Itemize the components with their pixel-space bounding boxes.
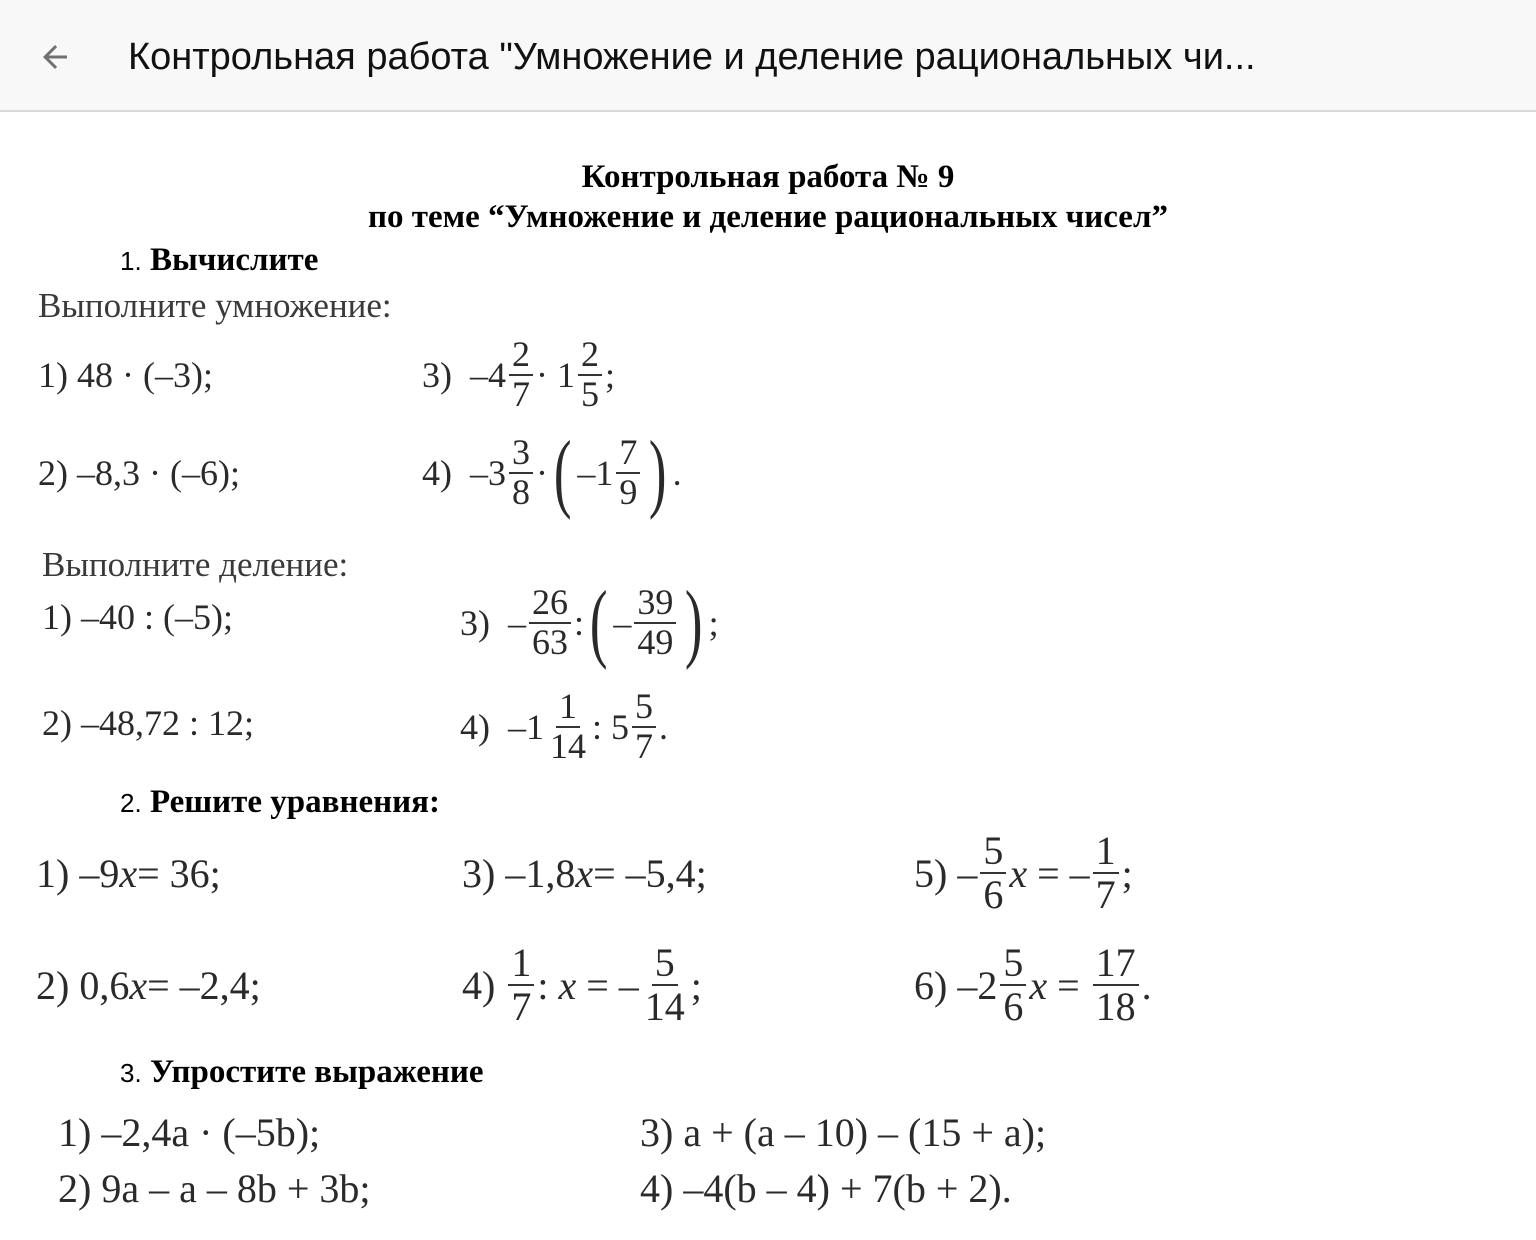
- fraction: $\frac{26}{63}$: [529, 584, 571, 662]
- fraction: $\frac{2}{7}$: [509, 336, 533, 414]
- doc-title-line2: по теме “Умножение и деление рациональных чисел”: [368, 199, 1168, 235]
- div-item-3: 3) – $\frac{26}{63}$ : ( – $\frac{39}{49}$ ) ;: [460, 574, 719, 671]
- mult-item-4: 4) –3 $\frac{3}{8}$ · ( –1 $\frac{7}{9}$ ) .: [422, 424, 682, 521]
- fraction: $\frac{5}{7}$: [632, 688, 656, 766]
- app-title: Контрольная работа "Умножение и деление рациональных чи...: [128, 36, 1256, 78]
- eq-item-5: 5) – $\frac{5}{6}$ x = – $\frac{1}{7}$ ;: [914, 828, 1133, 917]
- fraction: $\frac{5}{6}$: [1000, 942, 1026, 1028]
- fraction: $\frac{5}{14}$: [644, 940, 685, 1029]
- section-number: 2.: [120, 788, 142, 818]
- arrow-left-icon: [37, 39, 73, 75]
- section-title: Упростите выражение: [149, 1054, 484, 1090]
- eq-item-6: 6) –2 $\frac{5}{6}$ x = $\frac{17}{18}$ .: [914, 940, 1152, 1029]
- simplify-item-4: 4) –4(b – 4) + 7(b + 2).: [640, 1165, 1012, 1211]
- fraction: $\frac{39}{49}$: [634, 584, 676, 662]
- div-item-4: 4) –1 $\frac{1}{14}$ : 5 $\frac{5}{7}$ .: [460, 686, 669, 766]
- eq-item-3: 3) –1,8 x = –5,4;: [462, 850, 707, 896]
- back-button[interactable]: [28, 30, 82, 84]
- fraction: $\frac{1}{14}$: [550, 686, 586, 766]
- doc-title-line1: Контрольная работа № 9: [581, 159, 955, 195]
- section-2-header: [120, 782, 440, 823]
- simplify-item-3: 3) a + (a – 10) – (15 + a);: [640, 1109, 1047, 1155]
- mult-item-2: 2) –8,3 · (–6);: [38, 453, 240, 493]
- section-1-header: [120, 240, 318, 281]
- fraction: $\frac{17}{18}$: [1093, 942, 1139, 1028]
- multiplication-heading: Выполните умножение:: [38, 286, 392, 325]
- simplify-item-2: 2) 9a – a – 8b + 3b;: [58, 1165, 371, 1211]
- section-title: Вычислите: [149, 242, 319, 278]
- fraction: $\frac{7}{9}$: [616, 434, 640, 512]
- eq-item-4: 4) $\frac{1}{7}$ : x = – $\frac{5}{14}$ ;: [462, 940, 702, 1029]
- mult-item-3: 3) –4 $\frac{2}{7}$ · 1 $\frac{2}{5}$ ;: [422, 334, 616, 414]
- simplify-item-1: 1) –2,4a · (–5b);: [58, 1109, 321, 1155]
- fraction: $\frac{1}{7}$: [508, 942, 534, 1028]
- div-item-2: 2) –48,72 : 12;: [42, 703, 255, 743]
- section-number: 1.: [120, 246, 142, 276]
- fraction: $\frac{1}{7}$: [1093, 830, 1119, 916]
- eq-item-2: 2) 0,6 x = –2,4;: [36, 962, 261, 1008]
- div-item-1: 1) –40 : (–5);: [42, 597, 233, 637]
- eq-item-1: 1) –9 x = 36;: [36, 850, 221, 896]
- app-bar: [0, 0, 1536, 112]
- mult-item-1: 1) 48 · (–3);: [38, 355, 213, 395]
- section-title: Решите уравнения:: [149, 784, 440, 820]
- section-number: 3.: [120, 1058, 142, 1088]
- fraction: $\frac{2}{5}$: [578, 336, 602, 414]
- division-heading: Выполните деление:: [42, 545, 349, 584]
- fraction: $\frac{5}{6}$: [980, 830, 1006, 916]
- fraction: $\frac{3}{8}$: [509, 434, 533, 512]
